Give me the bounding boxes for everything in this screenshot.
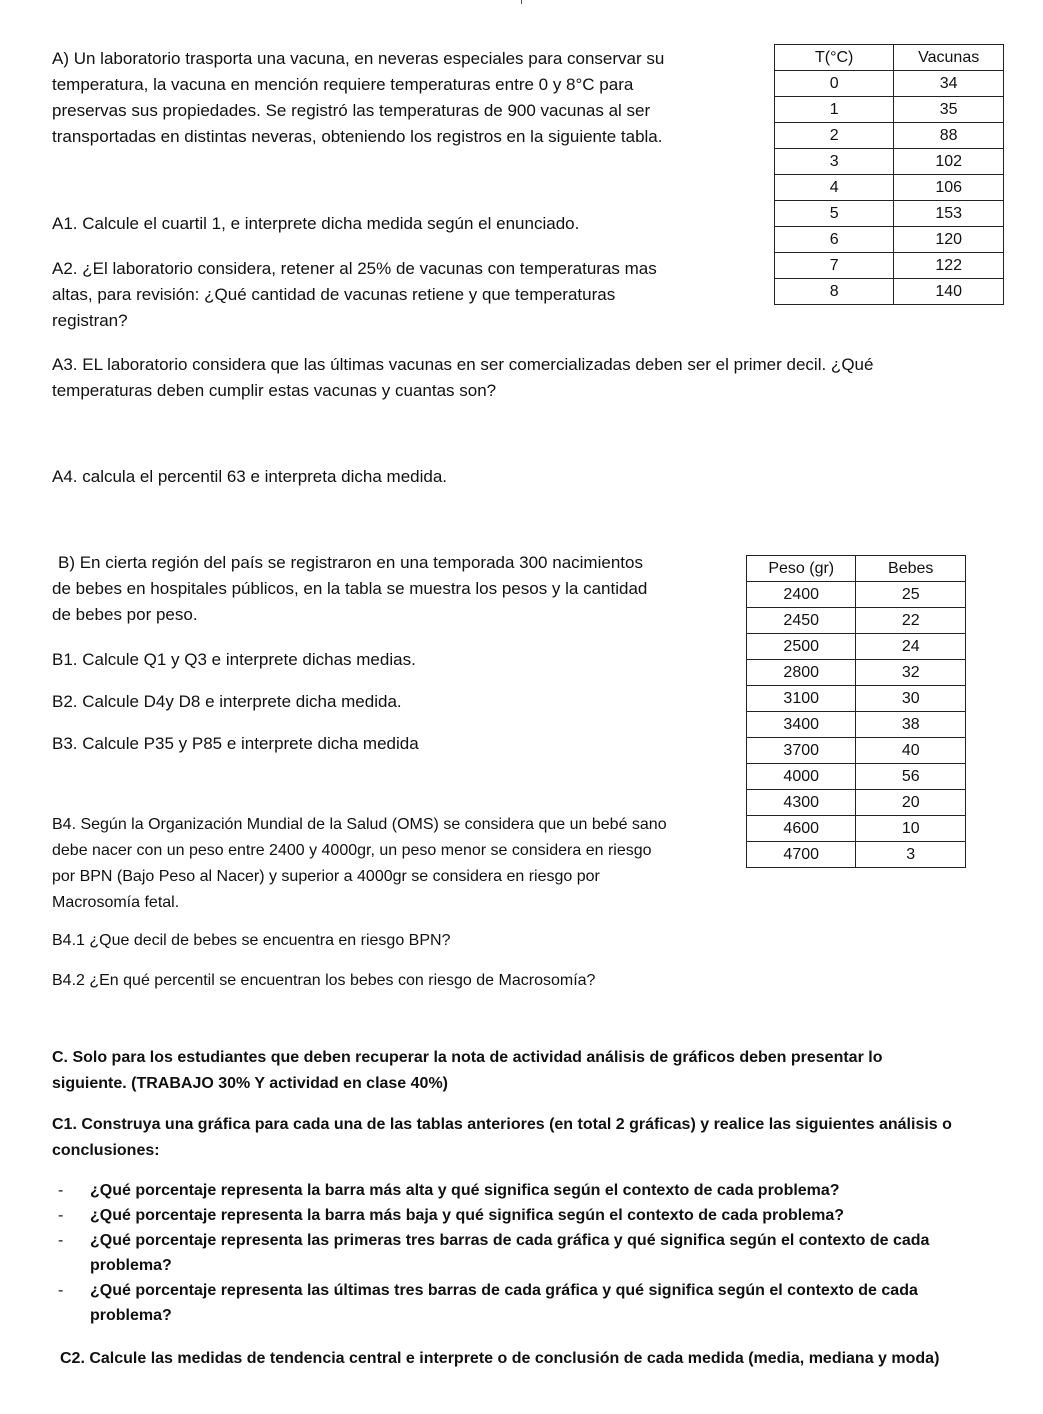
table-row	[775, 71, 1004, 97]
section-a-intro-line: preservas sus propiedades. Se registró las temperaturas de 900 vacunas al ser	[52, 101, 651, 120]
section-a-intro-line: A) Un laboratorio trasporta una vacuna, en neveras especiales para conservar su	[52, 49, 665, 68]
table-row	[775, 253, 1004, 279]
question-b3: B3. Calcule P35 y P85 e interprete dicha medida	[52, 734, 419, 753]
table-cell-count: 140	[894, 279, 1004, 305]
vaccine-temperature-table	[774, 44, 1004, 305]
question-b2: B2. Calcule D4y D8 e interprete dicha medida.	[52, 692, 402, 711]
table-row	[747, 660, 966, 686]
table-cell-count: 34	[894, 71, 1004, 97]
table-cell-value: 2500	[747, 634, 856, 660]
table-cell-count: 10	[856, 816, 966, 842]
table-row	[747, 634, 966, 660]
table-cell-count: 122	[894, 253, 1004, 279]
question-a2-line: altas, para revisión: ¿Qué cantidad de vacunas retiene y que temperaturas	[52, 285, 616, 304]
table-cell-value: 4700	[747, 842, 856, 868]
section-c-heading	[52, 1045, 1012, 1097]
table-row	[775, 201, 1004, 227]
table-header: Bebes	[856, 556, 966, 582]
question-a3-line: A3. EL laboratorio considera que las últimas vacunas en ser comercializadas deben ser el primer decil. ¿Qué	[52, 355, 874, 374]
question-b4	[52, 812, 720, 916]
table-row	[747, 608, 966, 634]
table-cell-value: 2	[775, 123, 894, 149]
c1-question-list	[52, 1178, 982, 1328]
table-cell-value: 4300	[747, 790, 856, 816]
table-row	[747, 686, 966, 712]
table-row	[747, 816, 966, 842]
table-cell-value: 4600	[747, 816, 856, 842]
section-b-intro-line: de bebes por peso.	[52, 605, 198, 624]
table-cell-count: 102	[894, 149, 1004, 175]
table-cell-value: 2400	[747, 582, 856, 608]
table-cell-count: 32	[856, 660, 966, 686]
question-a3-line: temperaturas deben cumplir estas vacunas y cuantas son?	[52, 381, 497, 400]
list-item: - ¿Qué porcentaje representa las primeras tres barras de cada gráfica y qué significa según el contexto de cada problema?	[52, 1228, 982, 1278]
question-a2-line: registran?	[52, 311, 128, 330]
table-cell-value: 4	[775, 175, 894, 201]
table-cell-count: 38	[856, 712, 966, 738]
question-a2	[52, 256, 758, 334]
question-c1-line: conclusiones:	[52, 1142, 160, 1159]
page-tick-mark	[521, 0, 522, 4]
question-b4-line: B4. Según la Organización Mundial de la Salud (OMS) se considera que un bebé sano	[52, 816, 667, 833]
section-b-intro-line: de bebes en hospitales públicos, en la tabla se muestra los pesos y la cantidad	[52, 579, 648, 598]
table-cell-value: 3700	[747, 738, 856, 764]
question-b4-line: por BPN (Bajo Peso al Nacer) y superior a 4000gr se considera en riesgo por	[52, 868, 600, 885]
table-cell-count: 3	[856, 842, 966, 868]
table-cell-value: 1	[775, 97, 894, 123]
table-cell-count: 40	[856, 738, 966, 764]
section-b-intro	[52, 550, 720, 628]
question-a1: A1. Calcule el cuartil 1, e interprete dicha medida según el enunciado.	[52, 214, 580, 233]
baby-weight-table	[746, 555, 966, 868]
question-b4-line: debe nacer con un peso entre 2400 y 4000gr, un peso menor se considera en riesgo	[52, 842, 652, 859]
question-b4-1: B4.1 ¿Que decil de bebes se encuentra en riesgo BPN?	[52, 932, 451, 949]
section-b-intro-line: B) En cierta región del país se registraron en una temporada 300 nacimientos	[58, 553, 643, 572]
table-row	[775, 279, 1004, 305]
table-cell-count: 120	[894, 227, 1004, 253]
table-row	[775, 227, 1004, 253]
question-b4-line: Macrosomía fetal.	[52, 894, 180, 911]
table-cell-value: 6	[775, 227, 894, 253]
table-cell-value: 3100	[747, 686, 856, 712]
table-cell-value: 4000	[747, 764, 856, 790]
list-item: - ¿Qué porcentaje representa la barra más baja y qué significa según el contexto de cada problema?	[52, 1203, 982, 1228]
table-cell-count: 22	[856, 608, 966, 634]
table-cell-value: 5	[775, 201, 894, 227]
table-cell-value: 2450	[747, 608, 856, 634]
table-cell-count: 88	[894, 123, 1004, 149]
table-cell-count: 35	[894, 97, 1004, 123]
table-cell-count: 106	[894, 175, 1004, 201]
table-cell-value: 0	[775, 71, 894, 97]
table-cell-count: 20	[856, 790, 966, 816]
question-a4: A4. calcula el percentil 63 e interpreta dicha medida.	[52, 467, 448, 486]
table-header: T(°C)	[775, 45, 894, 71]
question-b4-2: B4.2 ¿En qué percentil se encuentran los bebes con riesgo de Macrosomía?	[52, 972, 596, 989]
table-cell-count: 153	[894, 201, 1004, 227]
table-row	[775, 149, 1004, 175]
table-cell-count: 30	[856, 686, 966, 712]
question-b1: B1. Calcule Q1 y Q3 e interprete dichas medias.	[52, 650, 416, 669]
table-row	[747, 790, 966, 816]
table-header: Vacunas	[894, 45, 1004, 71]
table-cell-count: 25	[856, 582, 966, 608]
question-a2-line: A2. ¿El laboratorio considera, retener al 25% de vacunas con temperaturas mas	[52, 259, 657, 278]
table-cell-count: 56	[856, 764, 966, 790]
table-header: Peso (gr)	[747, 556, 856, 582]
section-a-intro-line: transportadas en distintas neveras, obteniendo los registros en la siguiente tabla.	[52, 127, 663, 146]
table-row	[747, 582, 966, 608]
table-cell-value: 3	[775, 149, 894, 175]
table-cell-count: 24	[856, 634, 966, 660]
table-row	[775, 175, 1004, 201]
table-row	[747, 712, 966, 738]
section-a-intro-line: temperatura, la vacuna en mención requiere temperaturas entre 0 y 8°C para	[52, 75, 634, 94]
section-c-heading-line: siguiente. (TRABAJO 30% Y actividad en clase 40%)	[52, 1075, 448, 1092]
question-a3	[52, 352, 1007, 404]
table-row	[747, 842, 966, 868]
question-c1	[52, 1112, 1012, 1164]
question-c1-line: C1. Construya una gráfica para cada una de las tablas anteriores (en total 2 gráficas) y realice las siguientes análisis o	[52, 1116, 952, 1133]
table-cell-value: 7	[775, 253, 894, 279]
question-c2: C2. Calcule las medidas de tendencia central e interprete o de conclusión de cada medida (media, mediana y moda)	[60, 1350, 940, 1367]
table-row	[747, 764, 966, 790]
list-item: - ¿Qué porcentaje representa la barra más alta y qué significa según el contexto de cada problema?	[52, 1178, 982, 1203]
table-cell-value: 8	[775, 279, 894, 305]
list-item: - ¿Qué porcentaje representa las últimas tres barras de cada gráfica y qué significa según el contexto de cada problema?	[52, 1278, 982, 1328]
table-row	[775, 97, 1004, 123]
table-row	[747, 738, 966, 764]
section-c-heading-line: C. Solo para los estudiantes que deben recuperar la nota de actividad análisis de gráficos deben presentar lo	[52, 1049, 883, 1066]
table-row	[775, 123, 1004, 149]
table-cell-value: 3400	[747, 712, 856, 738]
table-cell-value: 2800	[747, 660, 856, 686]
section-a-intro	[52, 46, 758, 150]
